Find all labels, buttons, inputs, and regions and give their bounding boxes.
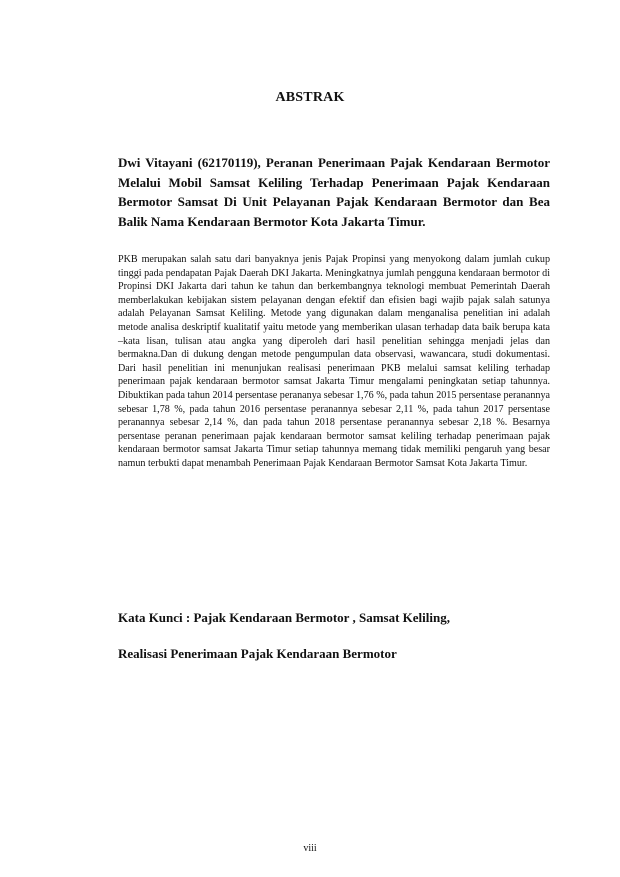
page-number: viii [303,843,317,854]
keywords-line-1: Kata Kunci : Pajak Kendaraan Bermotor , Samsat Keliling, [118,610,450,625]
citation-heading: Dwi Vitayani (62170119), Peranan Penerimaan Pajak Kendaraan Bermotor Melalui Mobil Samsat Keliling Terhadap Penerimaan Pajak Kendaraan Bermotor Samsat Di Unit Pelayanan Pajak Kendaraan Bermotor dan Bea Balik Nama Kendaraan Bermotor Kota Jakarta Timur. [118,155,550,229]
page-title: ABSTRAK [275,90,345,105]
keywords-line-2: Realisasi Penerimaan Pajak Kendaraan Bermotor [118,646,397,661]
abstract-paragraph: PKB merupakan salah satu dari banyaknya jenis Pajak Propinsi yang menyokong dalam jumlah cukup tinggi pada pendapatan Pajak Daerah DKI Jakarta. Meningkatnya jumlah pengguna kendaraan bermotor di Propinsi DKI Jakarta dari tahun ke tahun dan berkembangnya teknologi membuat Pemerintah Daerah memberlakukan kebijakan sistem pelayanan dengan efektif dan efisien bagi wajib pajak salah satunya adalah Pelayanan Samsat Keliling. Metode yang digunakan dalam menganalisa penelitian ini adalah metode analisa deskriptif kualitatif yaitu metode yang memberikan ulasan terhadap data baik berupa kata –kata lisan, tulisan atau angka yang diperoleh dari hasil penelitian sehingga menjadi jelas dan bermakna.Dan di dukung dengan metode pengumpulan data observasi, wawancara, studi dokumentasi. Dari hasil penelitian ini menunjukan realisasi penerimaan PKB melalui samsat keliling terhadap penerimaan pajak kendaraan bermotor samsat Jakarta Timur mengalami peningkatan setiap tahunnya. Dibuktikan pada tahun 2014 persentase perananya sebesar 1,76 %, pada tahun 2015 persentase peranannya sebesar 1,78 %, pada tahun 2016 persentase peranannya sebesar 2,11 %, pada tahun 2017 persentase peranannya sebesar 2,14 %, dan pada tahun 2018 persentase peranannya sebesar 2,18 %. Besarnya persentase peranan penerimaan pajak kendaraan bermotor samsat keliling terhadap penerimaan pajak kendaraan bermotor samsat Jakarta Timur setiap tahunnya memang tidak memiliki pengaruh yang besar namun terbukti dapat menambah Penerimaan Pajak Kendaraan Bermotor Samsat Kota Jakarta Timur. [118,254,550,469]
